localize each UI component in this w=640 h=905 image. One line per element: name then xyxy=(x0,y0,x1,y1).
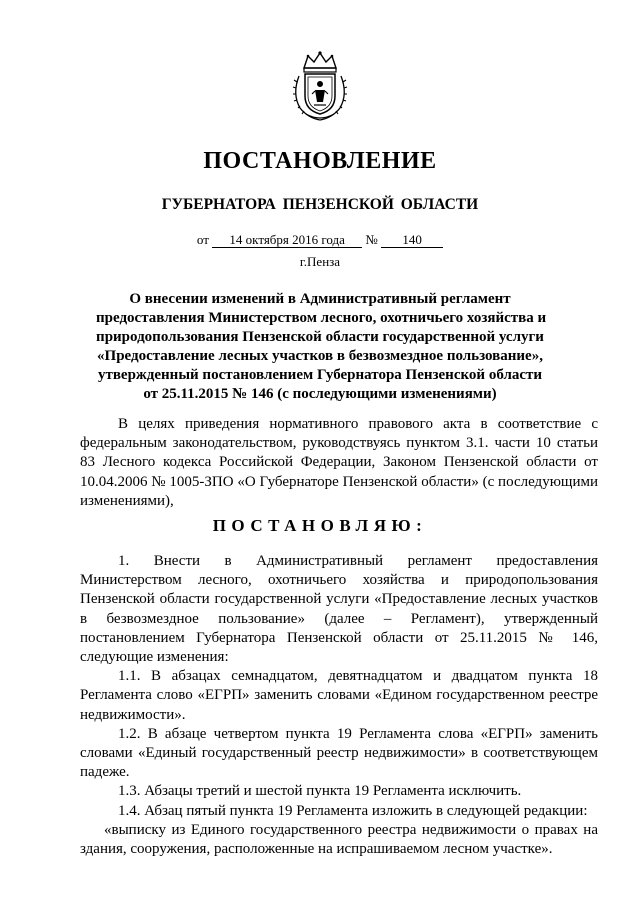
preamble-text: В целях приведения нормативного правового акта в соответствие с федеральным законодательством, руководствуясь пунктом 3.1. части 10 статьи 83 Лесного кодекса Российской Федерации, Законом Пензенской области от 10.04.2006 № 1005-ЗПО «О Губернаторе Пензенской области» (с последующими изменениями), xyxy=(80,416,598,509)
heading-line: О внесении изменений в Административный регламент xyxy=(129,291,511,307)
paragraph: 1.1. В абзацах семнадцатом, девятнадцатом и двадцатом пункта 18 Регламента слово «ЕГРП» заменить словами «Едином государственном реестре недвижимости». xyxy=(80,668,598,723)
decree-body xyxy=(80,552,598,859)
coat-of-arms-emblem xyxy=(290,50,350,124)
heading-line: предоставления Министерством лесного, охотничьего хозяйства и xyxy=(96,310,547,326)
paragraph: 1.2. В абзаце четвертом пункта 19 Регламента слова «ЕГРП» заменить словами «Единый государственный реестр недвижимости» в соответствующем падеже. xyxy=(80,725,598,781)
heading-line: «Предоставление лесных участков в безвозмездное пользование», xyxy=(97,348,543,364)
preamble xyxy=(80,415,598,511)
document-issuer: ГУБЕРНАТОРА ПЕНЗЕНСКОЙ ОБЛАСТИ xyxy=(161,196,479,213)
number-value: 140 xyxy=(381,233,443,248)
city: г.Пенза xyxy=(299,254,341,269)
date-prefix: от xyxy=(196,232,209,247)
document-heading xyxy=(96,290,547,404)
heading-line: от 25.11.2015 № 146 (с последующими изменениями) xyxy=(143,386,497,402)
heading-line: природопользования Пензенской области государственной услуги xyxy=(96,329,544,345)
paragraph: 1.4. Абзац пятый пункта 19 Регламента изложить в следующей редакции: xyxy=(118,802,588,819)
paragraph: 1. Внести в Административный регламент предоставления Министерством лесного, охотничьего хозяйства и природопользования Пензенской области государственной услуги «Предоставление лесных участков в безвозмездное пользование» (далее – Регламент), утвержденный постановлением Губернатора Пензенской области от 25.11.2015 № 146, следующие изменения: xyxy=(80,553,598,666)
paragraph: «выписку из Единого государственного реестра недвижимости о правах на здания, сооружения, расположенные на испрашиваемом лесном участке». xyxy=(80,821,598,858)
paragraph: 1.3. Абзацы третий и шестой пункта 19 Регламента исключить. xyxy=(118,783,522,800)
heading-line: утвержденный постановлением Губернатора Пензенской области xyxy=(97,367,543,383)
number-prefix: № xyxy=(365,232,378,247)
date-number-line xyxy=(0,232,640,248)
decree-word: ПОСТАНОВЛЯЮ: xyxy=(212,516,428,535)
document-title: ПОСТАНОВЛЕНИЕ xyxy=(203,148,437,174)
date-value: 14 октября 2016 года xyxy=(212,233,362,248)
